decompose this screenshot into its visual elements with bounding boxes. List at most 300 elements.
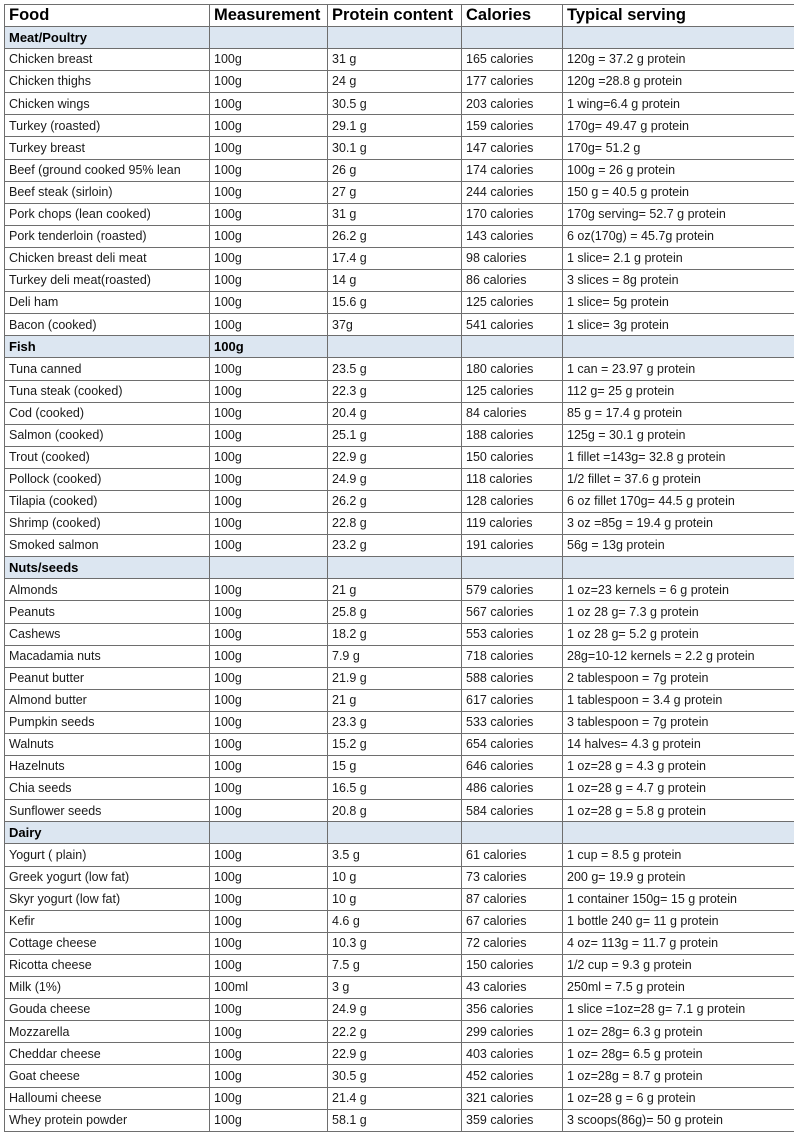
typical-serving-cell: 250ml = 7.5 g protein xyxy=(563,977,794,999)
table-row xyxy=(5,446,794,468)
table-row xyxy=(5,645,794,667)
typical-serving-cell: 3 oz =85g = 19.4 g protein xyxy=(563,513,794,535)
calories-cell: 147 calories xyxy=(462,137,563,159)
food-cell: Cod (cooked) xyxy=(5,402,210,424)
typical-serving-cell: 170g serving= 52.7 g protein xyxy=(563,203,794,225)
typical-serving-cell: 3 tablespoon = 7g protein xyxy=(563,711,794,733)
table-row xyxy=(5,999,794,1021)
calories-cell: 67 calories xyxy=(462,910,563,932)
table-row xyxy=(5,932,794,954)
food-cell: Gouda cheese xyxy=(5,999,210,1021)
protein-content-cell: 20.8 g xyxy=(328,800,462,822)
typical-serving-cell: 125g = 30.1 g protein xyxy=(563,424,794,446)
calories-cell: 125 calories xyxy=(462,292,563,314)
header-measurement: Measurement xyxy=(210,5,328,27)
protein-content-cell: 30.1 g xyxy=(328,137,462,159)
category-empty-cell xyxy=(328,336,462,358)
table-row xyxy=(5,490,794,512)
measurement-cell: 100g xyxy=(210,358,328,380)
table-row xyxy=(5,866,794,888)
food-cell: Tilapia (cooked) xyxy=(5,490,210,512)
protein-content-cell: 58.1 g xyxy=(328,1109,462,1131)
calories-cell: 321 calories xyxy=(462,1087,563,1109)
table-row xyxy=(5,1087,794,1109)
measurement-cell: 100g xyxy=(210,711,328,733)
measurement-cell: 100g xyxy=(210,513,328,535)
category-empty-cell xyxy=(462,822,563,844)
measurement-cell: 100g xyxy=(210,402,328,424)
protein-content-cell: 31 g xyxy=(328,49,462,71)
protein-content-cell: 10.3 g xyxy=(328,932,462,954)
food-cell: Skyr yogurt (low fat) xyxy=(5,888,210,910)
typical-serving-cell: 6 oz fillet 170g= 44.5 g protein xyxy=(563,490,794,512)
table-row xyxy=(5,535,794,557)
category-empty-cell xyxy=(462,336,563,358)
food-cell: Mozzarella xyxy=(5,1021,210,1043)
typical-serving-cell: 1 oz 28 g= 5.2 g protein xyxy=(563,623,794,645)
calories-cell: 73 calories xyxy=(462,866,563,888)
protein-content-cell: 18.2 g xyxy=(328,623,462,645)
food-cell: Pumpkin seeds xyxy=(5,711,210,733)
category-name: Fish xyxy=(5,336,210,358)
food-cell: Salmon (cooked) xyxy=(5,424,210,446)
calories-cell: 72 calories xyxy=(462,932,563,954)
calories-cell: 177 calories xyxy=(462,71,563,93)
food-cell: Chicken breast deli meat xyxy=(5,247,210,269)
measurement-cell: 100g xyxy=(210,932,328,954)
table-row xyxy=(5,513,794,535)
protein-content-cell: 22.9 g xyxy=(328,1043,462,1065)
food-cell: Hazelnuts xyxy=(5,756,210,778)
protein-content-cell: 3.5 g xyxy=(328,844,462,866)
table-row xyxy=(5,910,794,932)
measurement-cell: 100g xyxy=(210,623,328,645)
food-cell: Cottage cheese xyxy=(5,932,210,954)
category-row xyxy=(5,557,794,579)
protein-content-cell: 15.2 g xyxy=(328,734,462,756)
protein-content-cell: 27 g xyxy=(328,181,462,203)
typical-serving-cell: 1 can = 23.97 g protein xyxy=(563,358,794,380)
measurement-cell: 100g xyxy=(210,424,328,446)
calories-cell: 165 calories xyxy=(462,49,563,71)
measurement-cell: 100ml xyxy=(210,977,328,999)
typical-serving-cell: 3 slices = 8g protein xyxy=(563,270,794,292)
typical-serving-cell: 1 oz=28 g = 4.7 g protein xyxy=(563,778,794,800)
calories-cell: 125 calories xyxy=(462,380,563,402)
measurement-cell: 100g xyxy=(210,579,328,601)
food-cell: Turkey deli meat(roasted) xyxy=(5,270,210,292)
typical-serving-cell: 1 oz=28g = 8.7 g protein xyxy=(563,1065,794,1087)
food-cell: Chia seeds xyxy=(5,778,210,800)
table-row xyxy=(5,844,794,866)
table-row xyxy=(5,977,794,999)
protein-content-cell: 26.2 g xyxy=(328,225,462,247)
food-cell: Tuna canned xyxy=(5,358,210,380)
calories-cell: 718 calories xyxy=(462,645,563,667)
calories-cell: 150 calories xyxy=(462,446,563,468)
header-calories: Calories xyxy=(462,5,563,27)
measurement-cell: 100g xyxy=(210,734,328,756)
measurement-cell: 100g xyxy=(210,225,328,247)
category-empty-cell xyxy=(563,822,794,844)
food-cell: Almonds xyxy=(5,579,210,601)
measurement-cell: 100g xyxy=(210,247,328,269)
calories-cell: 486 calories xyxy=(462,778,563,800)
typical-serving-cell: 100g = 26 g protein xyxy=(563,159,794,181)
calories-cell: 617 calories xyxy=(462,689,563,711)
protein-content-cell: 15.6 g xyxy=(328,292,462,314)
calories-cell: 299 calories xyxy=(462,1021,563,1043)
food-cell: Beef (ground cooked 95% lean xyxy=(5,159,210,181)
calories-cell: 150 calories xyxy=(462,954,563,976)
table-row xyxy=(5,358,794,380)
calories-cell: 553 calories xyxy=(462,623,563,645)
calories-cell: 174 calories xyxy=(462,159,563,181)
protein-content-cell: 16.5 g xyxy=(328,778,462,800)
protein-content-cell: 30.5 g xyxy=(328,93,462,115)
measurement-cell: 100g xyxy=(210,866,328,888)
protein-content-cell: 24.9 g xyxy=(328,999,462,1021)
measurement-cell: 100g xyxy=(210,490,328,512)
calories-cell: 128 calories xyxy=(462,490,563,512)
typical-serving-cell: 170g= 49.47 g protein xyxy=(563,115,794,137)
protein-table xyxy=(4,4,794,1132)
protein-content-cell: 3 g xyxy=(328,977,462,999)
calories-cell: 180 calories xyxy=(462,358,563,380)
table-row xyxy=(5,1021,794,1043)
table-row xyxy=(5,689,794,711)
calories-cell: 203 calories xyxy=(462,93,563,115)
table-row xyxy=(5,71,794,93)
category-measurement xyxy=(210,557,328,579)
category-empty-cell xyxy=(462,557,563,579)
measurement-cell: 100g xyxy=(210,159,328,181)
protein-content-cell: 22.2 g xyxy=(328,1021,462,1043)
typical-serving-cell: 150 g = 40.5 g protein xyxy=(563,181,794,203)
protein-content-cell: 29.1 g xyxy=(328,115,462,137)
protein-content-cell: 21.4 g xyxy=(328,1087,462,1109)
table-row xyxy=(5,247,794,269)
food-cell: Cheddar cheese xyxy=(5,1043,210,1065)
food-cell: Goat cheese xyxy=(5,1065,210,1087)
table-row xyxy=(5,402,794,424)
food-cell: Shrimp (cooked) xyxy=(5,513,210,535)
protein-content-cell: 10 g xyxy=(328,888,462,910)
calories-cell: 452 calories xyxy=(462,1065,563,1087)
protein-content-cell: 7.9 g xyxy=(328,645,462,667)
table-row xyxy=(5,954,794,976)
protein-content-cell: 22.9 g xyxy=(328,446,462,468)
protein-content-cell: 20.4 g xyxy=(328,402,462,424)
food-cell: Milk (1%) xyxy=(5,977,210,999)
food-cell: Bacon (cooked) xyxy=(5,314,210,336)
protein-content-cell: 17.4 g xyxy=(328,247,462,269)
calories-cell: 584 calories xyxy=(462,800,563,822)
measurement-cell: 100g xyxy=(210,910,328,932)
table-row xyxy=(5,1109,794,1131)
category-empty-cell xyxy=(563,27,794,49)
table-row xyxy=(5,203,794,225)
typical-serving-cell: 1 oz=28 g = 6 g protein xyxy=(563,1087,794,1109)
table-row xyxy=(5,225,794,247)
protein-content-cell: 22.3 g xyxy=(328,380,462,402)
table-row xyxy=(5,1065,794,1087)
typical-serving-cell: 1/2 fillet = 37.6 g protein xyxy=(563,468,794,490)
protein-content-cell: 24 g xyxy=(328,71,462,93)
measurement-cell: 100g xyxy=(210,468,328,490)
category-row xyxy=(5,27,794,49)
food-cell: Almond butter xyxy=(5,689,210,711)
typical-serving-cell: 1 wing=6.4 g protein xyxy=(563,93,794,115)
food-cell: Smoked salmon xyxy=(5,535,210,557)
protein-content-cell: 4.6 g xyxy=(328,910,462,932)
typical-serving-cell: 1 container 150g= 15 g protein xyxy=(563,888,794,910)
calories-cell: 159 calories xyxy=(462,115,563,137)
protein-content-cell: 7.5 g xyxy=(328,954,462,976)
table-row xyxy=(5,468,794,490)
food-cell: Peanut butter xyxy=(5,667,210,689)
protein-content-cell: 23.5 g xyxy=(328,358,462,380)
protein-content-cell: 10 g xyxy=(328,866,462,888)
table-row xyxy=(5,380,794,402)
table-row xyxy=(5,778,794,800)
protein-content-cell: 15 g xyxy=(328,756,462,778)
calories-cell: 654 calories xyxy=(462,734,563,756)
category-empty-cell xyxy=(563,336,794,358)
typical-serving-cell: 1 oz=28 g = 4.3 g protein xyxy=(563,756,794,778)
measurement-cell: 100g xyxy=(210,1021,328,1043)
protein-content-cell: 21.9 g xyxy=(328,667,462,689)
measurement-cell: 100g xyxy=(210,71,328,93)
food-cell: Turkey breast xyxy=(5,137,210,159)
typical-serving-cell: 1 oz= 28g= 6.3 g protein xyxy=(563,1021,794,1043)
protein-content-cell: 21 g xyxy=(328,579,462,601)
typical-serving-cell: 1 cup = 8.5 g protein xyxy=(563,844,794,866)
table-body xyxy=(5,27,794,1132)
header-protein-content: Protein content xyxy=(328,5,462,27)
food-cell: Turkey (roasted) xyxy=(5,115,210,137)
protein-content-cell: 14 g xyxy=(328,270,462,292)
typical-serving-cell: 56g = 13g protein xyxy=(563,535,794,557)
protein-content-cell: 31 g xyxy=(328,203,462,225)
category-name: Nuts/seeds xyxy=(5,557,210,579)
typical-serving-cell: 1 slice =1oz=28 g= 7.1 g protein xyxy=(563,999,794,1021)
food-cell: Peanuts xyxy=(5,601,210,623)
calories-cell: 244 calories xyxy=(462,181,563,203)
category-row xyxy=(5,336,794,358)
food-cell: Trout (cooked) xyxy=(5,446,210,468)
food-cell: Deli ham xyxy=(5,292,210,314)
table-row xyxy=(5,800,794,822)
protein-content-cell: 26 g xyxy=(328,159,462,181)
table-row xyxy=(5,888,794,910)
measurement-cell: 100g xyxy=(210,667,328,689)
food-cell: Pollock (cooked) xyxy=(5,468,210,490)
protein-content-cell: 25.1 g xyxy=(328,424,462,446)
food-cell: Pork chops (lean cooked) xyxy=(5,203,210,225)
food-cell: Beef steak (sirloin) xyxy=(5,181,210,203)
header-row xyxy=(5,5,794,27)
protein-content-cell: 23.3 g xyxy=(328,711,462,733)
calories-cell: 356 calories xyxy=(462,999,563,1021)
table-row xyxy=(5,711,794,733)
calories-cell: 119 calories xyxy=(462,513,563,535)
category-empty-cell xyxy=(328,27,462,49)
measurement-cell: 100g xyxy=(210,999,328,1021)
category-measurement xyxy=(210,822,328,844)
calories-cell: 170 calories xyxy=(462,203,563,225)
measurement-cell: 100g xyxy=(210,1065,328,1087)
measurement-cell: 100g xyxy=(210,601,328,623)
category-empty-cell xyxy=(328,822,462,844)
measurement-cell: 100g xyxy=(210,93,328,115)
calories-cell: 84 calories xyxy=(462,402,563,424)
table-header xyxy=(5,5,794,27)
category-empty-cell xyxy=(563,557,794,579)
typical-serving-cell: 1 oz=23 kernels = 6 g protein xyxy=(563,579,794,601)
protein-content-cell: 37g xyxy=(328,314,462,336)
typical-serving-cell: 1 slice= 2.1 g protein xyxy=(563,247,794,269)
typical-serving-cell: 120g = 37.2 g protein xyxy=(563,49,794,71)
table-row xyxy=(5,159,794,181)
typical-serving-cell: 1 bottle 240 g= 11 g protein xyxy=(563,910,794,932)
table-row xyxy=(5,623,794,645)
typical-serving-cell: 1 slice= 3g protein xyxy=(563,314,794,336)
food-cell: Chicken breast xyxy=(5,49,210,71)
measurement-cell: 100g xyxy=(210,49,328,71)
food-cell: Chicken thighs xyxy=(5,71,210,93)
typical-serving-cell: 120g =28.8 g protein xyxy=(563,71,794,93)
table-row xyxy=(5,93,794,115)
table-row xyxy=(5,424,794,446)
measurement-cell: 100g xyxy=(210,645,328,667)
typical-serving-cell: 1 oz= 28g= 6.5 g protein xyxy=(563,1043,794,1065)
calories-cell: 403 calories xyxy=(462,1043,563,1065)
protein-content-cell: 22.8 g xyxy=(328,513,462,535)
table-row xyxy=(5,1043,794,1065)
food-cell: Cashews xyxy=(5,623,210,645)
calories-cell: 567 calories xyxy=(462,601,563,623)
calories-cell: 61 calories xyxy=(462,844,563,866)
typical-serving-cell: 14 halves= 4.3 g protein xyxy=(563,734,794,756)
table-row xyxy=(5,734,794,756)
measurement-cell: 100g xyxy=(210,778,328,800)
table-row xyxy=(5,314,794,336)
category-row xyxy=(5,822,794,844)
protein-content-cell: 26.2 g xyxy=(328,490,462,512)
protein-content-cell: 25.8 g xyxy=(328,601,462,623)
food-cell: Greek yogurt (low fat) xyxy=(5,866,210,888)
typical-serving-cell: 2 tablespoon = 7g protein xyxy=(563,667,794,689)
food-cell: Yogurt ( plain) xyxy=(5,844,210,866)
typical-serving-cell: 3 scoops(86g)= 50 g protein xyxy=(563,1109,794,1131)
typical-serving-cell: 4 oz= 113g = 11.7 g protein xyxy=(563,932,794,954)
calories-cell: 87 calories xyxy=(462,888,563,910)
measurement-cell: 100g xyxy=(210,203,328,225)
food-cell: Pork tenderloin (roasted) xyxy=(5,225,210,247)
typical-serving-cell: 1 oz=28 g = 5.8 g protein xyxy=(563,800,794,822)
measurement-cell: 100g xyxy=(210,954,328,976)
table-row xyxy=(5,292,794,314)
measurement-cell: 100g xyxy=(210,1043,328,1065)
typical-serving-cell: 1 oz 28 g= 7.3 g protein xyxy=(563,601,794,623)
calories-cell: 588 calories xyxy=(462,667,563,689)
calories-cell: 118 calories xyxy=(462,468,563,490)
header-food: Food xyxy=(5,5,210,27)
measurement-cell: 100g xyxy=(210,535,328,557)
calories-cell: 143 calories xyxy=(462,225,563,247)
measurement-cell: 100g xyxy=(210,800,328,822)
protein-content-cell: 23.2 g xyxy=(328,535,462,557)
calories-cell: 533 calories xyxy=(462,711,563,733)
typical-serving-cell: 1 tablespoon = 3.4 g protein xyxy=(563,689,794,711)
typical-serving-cell: 1 slice= 5g protein xyxy=(563,292,794,314)
header-typical-serving: Typical serving xyxy=(563,5,794,27)
calories-cell: 359 calories xyxy=(462,1109,563,1131)
calories-cell: 541 calories xyxy=(462,314,563,336)
measurement-cell: 100g xyxy=(210,844,328,866)
calories-cell: 98 calories xyxy=(462,247,563,269)
measurement-cell: 100g xyxy=(210,888,328,910)
measurement-cell: 100g xyxy=(210,689,328,711)
category-name: Dairy xyxy=(5,822,210,844)
food-cell: Tuna steak (cooked) xyxy=(5,380,210,402)
measurement-cell: 100g xyxy=(210,380,328,402)
protein-content-cell: 30.5 g xyxy=(328,1065,462,1087)
food-cell: Walnuts xyxy=(5,734,210,756)
table-row xyxy=(5,181,794,203)
protein-content-cell: 21 g xyxy=(328,689,462,711)
calories-cell: 43 calories xyxy=(462,977,563,999)
measurement-cell: 100g xyxy=(210,1109,328,1131)
table-row xyxy=(5,667,794,689)
measurement-cell: 100g xyxy=(210,292,328,314)
measurement-cell: 100g xyxy=(210,181,328,203)
category-name: Meat/Poultry xyxy=(5,27,210,49)
calories-cell: 579 calories xyxy=(462,579,563,601)
table-row xyxy=(5,115,794,137)
table-row xyxy=(5,49,794,71)
food-cell: Whey protein powder xyxy=(5,1109,210,1131)
category-measurement: 100g xyxy=(210,336,328,358)
calories-cell: 646 calories xyxy=(462,756,563,778)
typical-serving-cell: 200 g= 19.9 g protein xyxy=(563,866,794,888)
food-cell: Sunflower seeds xyxy=(5,800,210,822)
table-row xyxy=(5,579,794,601)
typical-serving-cell: 112 g= 25 g protein xyxy=(563,380,794,402)
category-empty-cell xyxy=(462,27,563,49)
measurement-cell: 100g xyxy=(210,115,328,137)
typical-serving-cell: 1/2 cup = 9.3 g protein xyxy=(563,954,794,976)
table-row xyxy=(5,601,794,623)
category-measurement xyxy=(210,27,328,49)
calories-cell: 191 calories xyxy=(462,535,563,557)
calories-cell: 86 calories xyxy=(462,270,563,292)
food-cell: Halloumi cheese xyxy=(5,1087,210,1109)
typical-serving-cell: 170g= 51.2 g xyxy=(563,137,794,159)
typical-serving-cell: 28g=10-12 kernels = 2.2 g protein xyxy=(563,645,794,667)
food-cell: Ricotta cheese xyxy=(5,954,210,976)
measurement-cell: 100g xyxy=(210,446,328,468)
protein-content-cell: 24.9 g xyxy=(328,468,462,490)
calories-cell: 188 calories xyxy=(462,424,563,446)
measurement-cell: 100g xyxy=(210,137,328,159)
category-empty-cell xyxy=(328,557,462,579)
measurement-cell: 100g xyxy=(210,270,328,292)
food-cell: Kefir xyxy=(5,910,210,932)
measurement-cell: 100g xyxy=(210,314,328,336)
food-cell: Chicken wings xyxy=(5,93,210,115)
